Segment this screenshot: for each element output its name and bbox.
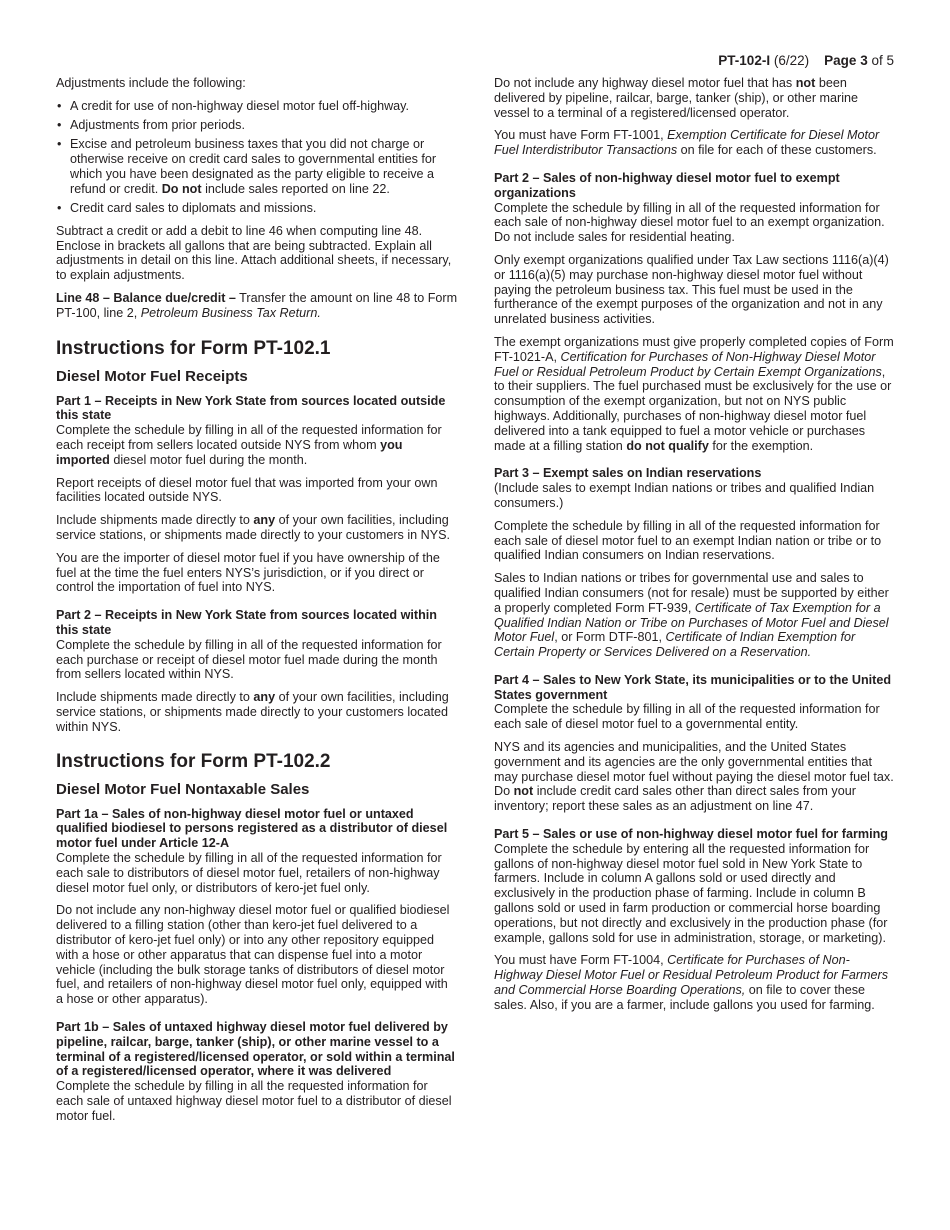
- section-title-pt102-2: Instructions for Form PT-102.2: [56, 750, 331, 772]
- part-heading: Part 5 – Sales or use of non-highway diesel motor fuel for farming: [494, 827, 888, 842]
- list-item-text: include sales reported on line 22.: [205, 181, 390, 196]
- list-item-emphasis: Do not: [161, 181, 202, 196]
- part-heading: Part 1a – Sales of non-highway diesel motor fuel or untaxed qualified biodiesel to persons registered as a distributor of diesel motor fuel under Article 12-A: [56, 806, 448, 851]
- text: You must have Form FT-1001,: [494, 128, 664, 143]
- left-column: [56, 76, 458, 1132]
- part-heading: Part 2 – Sales of non-highway diesel motor fuel to exempt organizations: [494, 170, 840, 200]
- form-title: Certificate of Tax Exemption for a Qualified Indian Nation or Tribe on Purchases of Motor Fuel and Diesel Motor Fuel: [494, 600, 889, 645]
- paragraph: [494, 740, 896, 814]
- text: Complete the schedule by filling in all of the requested information for each receipt from sellers located outside NYS from whom: [56, 423, 442, 453]
- list-item: • A credit for use of non-highway diesel motor fuel off-highway.: [56, 99, 458, 114]
- text: Include shipments made directly to: [56, 690, 250, 705]
- paragraph: Complete the schedule by filling in all of the requested information for each sale of diesel motor fuel to an exempt Indian nation or tribe or to qualified Indian consumers on Indian reservations.: [494, 518, 882, 563]
- page-of: of 5: [871, 53, 894, 68]
- emphasis: do not qualify: [626, 438, 709, 453]
- paragraph: [494, 953, 896, 1012]
- list-item-text: Excise and petroleum business taxes that you did not charge or otherwise receive on credit card sales to governmental entities for which you have been designated as the party eligible to receive a refund or credit.: [70, 137, 437, 196]
- text: Include shipments made directly to: [56, 513, 250, 528]
- text: Do not include any highway diesel motor fuel that has: [494, 76, 793, 90]
- text: NYS and its agencies and municipalities, and the United States government and its agencies are the only governmental entities that may purchase diesel motor fuel without paying the diesel motor fuel tax. Do: [494, 740, 894, 799]
- emphasis: any: [253, 690, 276, 705]
- emphasis: you imported: [56, 438, 403, 467]
- page-header: [718, 53, 894, 69]
- section-subtitle: Diesel Motor Fuel Nontaxable Sales: [56, 780, 310, 798]
- text: The exempt organizations must give properly completed copies of Form FT-1021-A,: [494, 334, 894, 364]
- section-title-pt102-1: Instructions for Form PT-102.1: [56, 337, 331, 359]
- list-item: [56, 137, 458, 196]
- paragraph: Complete the schedule by filling in all of the requested information for each sale of diesel motor fuel to a governmental entity.: [494, 702, 880, 732]
- text: on file for each of these customers.: [680, 143, 877, 158]
- right-column: [494, 76, 896, 1021]
- text: You must have Form FT-1004,: [494, 953, 664, 968]
- form-title: Certification for Purchases of Non-Highway Diesel Motor Fuel or Residual Petroleum Product by Certain Exempt Organizations: [494, 349, 882, 379]
- paragraph: Complete the schedule by filling in all the requested information for each sale of untaxed highway diesel motor fuel to a distributor of diesel motor fuel.: [56, 1079, 452, 1123]
- paragraph: Only exempt organizations qualified under Tax Law sections 1116(a)(4) or 1116(a)(5) may purchase non-highway diesel motor fuel without paying the petroleum business tax. This fuel must be used in the furtherance of the exempt purposes of the organization and not in any unrelated business activities.: [494, 252, 889, 327]
- paragraph: (Include sales to exempt Indian nations or tribes and qualified Indian consumers.): [494, 481, 875, 510]
- part-heading: Part 1 – Receipts in New York State from sources located outside this state: [56, 393, 446, 423]
- part-heading: Part 2 – Receipts in New York State from sources located within this state: [56, 608, 437, 638]
- text: of your own facilities, including service stations, or shipments made directly to your customers located within NYS.: [56, 690, 449, 734]
- part-heading: Part 1b – Sales of untaxed highway diesel motor fuel delivered by pipeline, railcar, barge, tanker (ship), or other marine vessel to a terminal of a registered/licensed operator, or sold within a terminal of a registered/licensed operator, where it was delivered: [56, 1019, 455, 1079]
- adjustments-list: [56, 99, 458, 216]
- text: diesel motor fuel during the month.: [113, 452, 308, 467]
- paragraph: Complete the schedule by entering all the requested information for gallons of non-highway diesel motor fuel sold in New York State to farmers. Include in column A gallons sold or used directly and exclusively in the production phase of farming. Include in column B gallons sold or used in farm production or commercial horse boarding operations, but not directly and exclusively in the production phase (for example, gallons sold for use in administration, storage, or marketing).: [494, 841, 888, 945]
- line48-text: Transfer the amount on line 48 to Form PT-100, line 2,: [56, 291, 458, 320]
- paragraph: Complete the schedule by filling in all of the requested information for each purchase or receipt of diesel motor fuel made during the month from sellers located within NYS.: [56, 637, 442, 682]
- paragraph: Complete the schedule by filling in all of the requested information for each sale to distributors of diesel motor fuel, retailers of non-highway diesel motor fuel only, or distributors of kero-jet fuel only.: [56, 850, 442, 895]
- paragraph: You are the importer of diesel motor fuel if you have ownership of the fuel at the time the fuel enters NYS’s jurisdiction, or if you direct or control the importation of fuel into NYS.: [56, 550, 440, 595]
- paragraph: [56, 513, 458, 543]
- paragraph: [56, 690, 458, 734]
- text: been delivered by pipeline, railcar, barge, tanker (ship), or other marine vessel to a terminal of a registered/licensed operator.: [494, 76, 859, 120]
- paragraph: [494, 571, 896, 660]
- emphasis: not: [795, 76, 816, 90]
- text: of your own facilities, including service stations, or shipments made directly to your customers in NYS.: [56, 513, 451, 543]
- text: , or Form DTF-801,: [554, 630, 662, 645]
- paragraph: Report receipts of diesel motor fuel that was imported from your own facilities located outside NYS.: [56, 475, 438, 505]
- text: include credit card sales other than direct sales from your inventory; report these sales as an adjustment on line 47.: [494, 784, 856, 814]
- line48-label: Line 48 – Balance due/credit –: [56, 291, 236, 306]
- paragraph: [494, 76, 896, 120]
- form-title: Certificate for Purchases of Non-Highway Diesel Motor Fuel or Residual Petroleum Product for Farmers and Commercial Horse Boarding Operations,: [494, 953, 889, 998]
- paragraph: [56, 423, 458, 467]
- text: , to their suppliers. The fuel purchased must be exclusively for the use or consumption of the exempt organization, but not on NYS public highways. Additionally, purchases of non-highway diesel motor fuel delivered into a tank equipped to fuel a motor vehicle or purchases made at a filling station: [494, 364, 892, 453]
- text: Sales to Indian nations or tribes for governmental use and sales to qualified Indian consumers (not for resale) must be supported by either a properly completed Form FT-939,: [494, 571, 889, 615]
- section-subtitle: Diesel Motor Fuel Receipts: [56, 367, 248, 385]
- adjustments-paragraph: Subtract a credit or add a debit to line 46 when computing line 48. Enclose in brackets all gallons that are being subtracted. Explain all adjustments in detail on this line. Attach additional sheets, if necessary, to explain adjustments.: [56, 223, 452, 283]
- emphasis: not: [513, 784, 534, 799]
- page-number: 3: [860, 53, 868, 68]
- list-item: • Adjustments from prior periods.: [56, 118, 458, 133]
- paragraph: Do not include any non-highway diesel motor fuel or qualified biodiesel delivered to a filling station (other than kero-jet fuel delivered to a distributor of kero-jet fuel only) or into any other repository equipped with a hose or other apparatus that can dispense fuel into a motor vehicle (including the bulk storage tanks of distributors of diesel motor fuel, and retailers of non-highway diesel motor fuel only, equipped with a hose or other apparatus).: [56, 903, 450, 1007]
- paragraph: [494, 128, 896, 158]
- form-title: Certificate of Indian Exemption for Certain Property or Services Delivered on a Reservation.: [494, 630, 856, 660]
- list-item: • Credit card sales to diplomats and missions.: [56, 201, 458, 216]
- text: for the exemption.: [712, 438, 814, 453]
- paragraph: [494, 335, 896, 453]
- form-date: (6/22): [773, 53, 810, 68]
- line48-paragraph: [56, 291, 458, 321]
- text: on file to cover these sales. Also, if you are a farmer, include gallons you used for farming.: [494, 983, 875, 1012]
- page-word: Page: [824, 53, 857, 68]
- form-id: PT-102-I: [718, 53, 771, 68]
- paragraph: Complete the schedule by filling in all of the requested information for each sale of non-highway diesel motor fuel to an exempt organization. Do not include sales for residential heating.: [494, 200, 885, 245]
- form-title: Exemption Certificate for Diesel Motor Fuel Interdistributor Transactions: [494, 128, 880, 158]
- adjustments-intro: Adjustments include the following:: [56, 76, 246, 90]
- part-heading: Part 3 – Exempt sales on Indian reservations: [494, 466, 762, 481]
- emphasis: any: [253, 513, 276, 528]
- part-heading: Part 4 – Sales to New York State, its municipalities or to the United States government: [494, 672, 892, 702]
- line48-form-name: Petroleum Business Tax Return.: [140, 305, 321, 320]
